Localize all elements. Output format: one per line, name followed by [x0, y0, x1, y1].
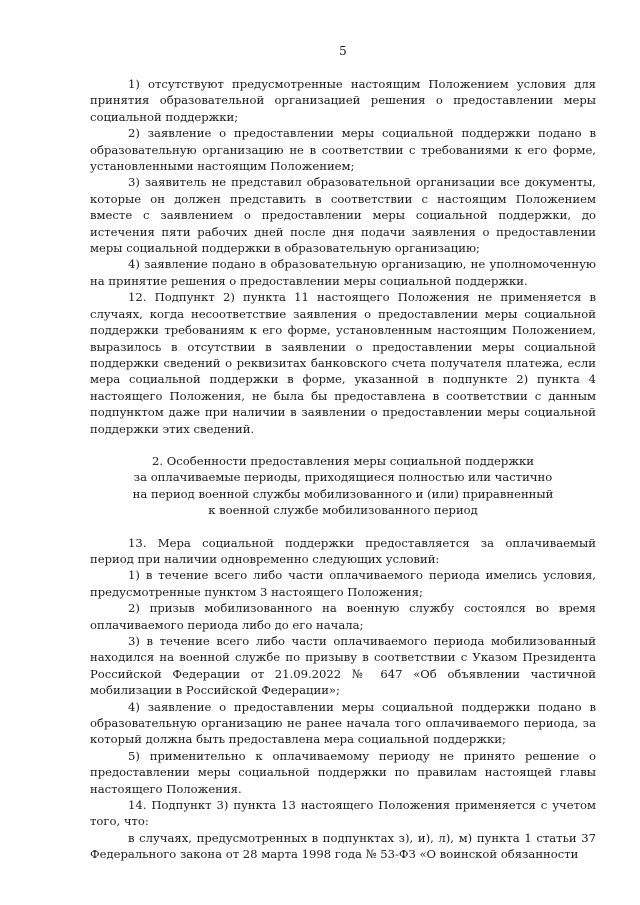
section-title-line: за оплачиваемые периоды, приходящиеся полностью или частично [133, 470, 553, 485]
section-title [90, 453, 596, 519]
section-title-line: 2. Особенности предоставления меры социальной поддержки [152, 453, 534, 468]
paragraph-clause-14-detail: в случаях, предусмотренных в подпунктах з), и), л), м) пункта 1 статьи 37 Федерального закона от 28 марта 1998 года № 53-ФЗ «О воинской обязанности [90, 830, 596, 862]
section-title-line: к военной службе мобилизованного период [208, 503, 478, 518]
page-number: 5 [339, 44, 347, 58]
paragraph-item-1: 1) отсутствуют предусмотренные настоящим Положением условия для принятия образовательной организацией решения о предоставлении меры социальной поддержки; [90, 77, 596, 124]
paragraph-condition-3: 3) в течение всего либо части оплачиваемого периода мобилизованный находился на военной службе по призыву в соответствии с Указом Президента Российской Федерации от 21.09.2022 № 647 «Об объявлении частичной мобилизации в Российской Федерации»; [90, 634, 596, 698]
paragraph-item-4: 4) заявление подано в образовательную организацию, не уполномоченную на принятие решения о предоставлении меры социальной поддержки. [90, 257, 596, 288]
paragraph-clause-12: 12. Подпункт 2) пункта 11 настоящего Положения не применяется в случаях, когда несоответствие заявления о предоставлении меры социальной поддержки требованиям к его форме, установленным настоящим Положением, выразилось в отсутствии в заявлении о предоставлении меры социальной поддержки сведений о реквизитах банковского счета получателя платежа, если мера социальной поддержки в форме, указанной в подпункте 2) пункта 4 настоящего Положения, не была бы предоставлена в соответствии с данным подпунктом даже при наличии в заявлении о предоставлении меры социальной поддержки этих сведений. [90, 290, 596, 436]
paragraph-item-3: 3) заявитель не представил образовательной организации все документы, которые он должен представить в соответствии с настоящим Положением вместе с заявлением о предоставлении меры социальной поддержки, до истечения пяти рабочих дней после дня подачи заявления о предоставлении меры социальной поддержки в образовательную организацию; [90, 175, 596, 256]
paragraph-clause-13: 13. Мера социальной поддержки предоставляется за оплачиваемый период при наличии одновременно следующих условий: [90, 535, 596, 566]
paragraph-item-2: 2) заявление о предоставлении меры социальной поддержки подано в образовательную организацию не в соответствии с требованиями к его форме, установленными настоящим Положением; [90, 126, 596, 174]
paragraph-condition-5: 5) применительно к оплачиваемому периоду не принято решение о предоставлении меры социальной поддержки по правилам настоящей главы настоящего Положения. [90, 748, 596, 796]
paragraph-condition-2: 2) призыв мобилизованного на военную службу состоялся во время оплачиваемого периода либо до его начала; [90, 601, 596, 632]
paragraph-condition-4: 4) заявление о предоставлении меры социальной поддержки подано в образовательную организацию не ранее начала того оплачиваемого периода, за который должна быть предоставлена мера социальной поддержки; [90, 699, 596, 747]
paragraph-condition-1: 1) в течение всего либо части оплачиваемого периода имелись условия, предусмотренные пунктом 3 настоящего Положения; [90, 568, 596, 599]
paragraph-clause-14: 14. Подпункт 3) пункта 13 настоящего Положения применяется с учетом того, что: [90, 798, 596, 829]
section-title-line: на период военной службы мобилизованного и (или) приравненный [132, 486, 554, 501]
